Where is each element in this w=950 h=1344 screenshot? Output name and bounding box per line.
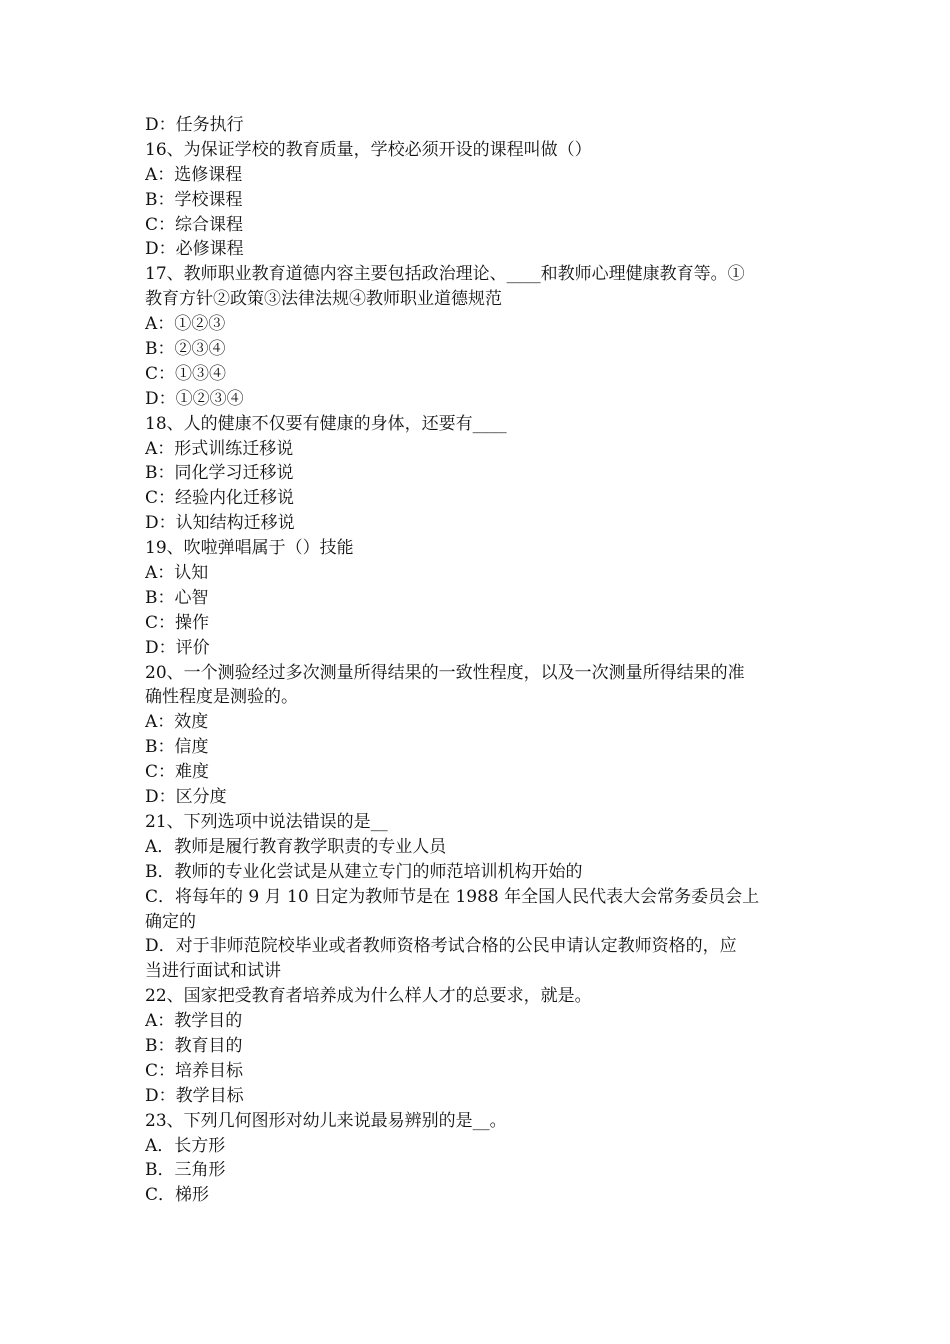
text-line: 22、国家把受教育者培养成为什么样人才的总要求，就是。 <box>145 986 592 1007</box>
text-line: A：形式训练迁移说 <box>145 438 294 459</box>
text-line: 当进行面试和试讲 <box>145 961 281 982</box>
text-line: 确性程度是测验的。 <box>145 687 298 708</box>
text-line: D：必修课程 <box>145 239 244 260</box>
text-line: D．对于非师范院校毕业或者教师资格考试合格的公民申请认定教师资格的，应 <box>145 936 737 957</box>
text-line: B：②③④ <box>145 339 226 360</box>
text-line: C．梯形 <box>145 1185 210 1206</box>
text-line: B：信度 <box>145 737 209 758</box>
text-line: C：①③④ <box>145 363 227 384</box>
text-line: A．教师是履行教育教学职责的专业人员 <box>145 836 447 857</box>
text-line: D：任务执行 <box>145 115 244 135</box>
text-line: D：评价 <box>145 637 210 658</box>
text-line: 19、吹啦弹唱属于（）技能 <box>145 538 354 559</box>
text-line: B．教师的专业化尝试是从建立专门的师范培训机构开始的 <box>145 861 583 882</box>
text-line: 21、下列选项中说法错误的是__ <box>145 811 388 832</box>
text-line: B：学校课程 <box>145 189 243 210</box>
text-line: A．长方形 <box>145 1135 226 1156</box>
text-line: 教育方针②政策③法律法规④教师职业道德规范 <box>145 289 502 310</box>
text-line: 确定的 <box>145 911 196 932</box>
text-line: D：认知结构迁移说 <box>145 513 295 534</box>
text-line: B．三角形 <box>145 1160 226 1181</box>
text-line: B：心智 <box>145 587 209 608</box>
text-line: A：①②③ <box>145 314 226 335</box>
text-line: D：教学目标 <box>145 1085 244 1106</box>
text-line: 20、一个测验经过多次测量所得结果的一致性程度，以及一次测量所得结果的准 <box>145 662 745 683</box>
text-line: 17、教师职业教育道德内容主要包括政治理论、____和教师心理健康教育等。① <box>145 264 745 285</box>
text-line: C．将每年的 9 月 10 日定为教师节是在 1988 年全国人民代表大会常务委员会上 <box>145 886 760 907</box>
text-line: 23、下列几何图形对幼儿来说最易辨别的是__。 <box>145 1110 507 1131</box>
text-line: D：①②③④ <box>145 388 244 409</box>
text-line: A：选修课程 <box>145 164 243 185</box>
document-text <box>145 113 813 1208</box>
text-line: C：操作 <box>145 612 210 633</box>
text-line: C：培养目标 <box>145 1060 244 1081</box>
text-line: D：区分度 <box>145 787 227 808</box>
text-line: A：教学目的 <box>145 1011 243 1032</box>
text-line: C：综合课程 <box>145 214 244 235</box>
text-line: A：认知 <box>145 563 209 584</box>
text-line: 16、为保证学校的教育质量，学校必须开设的课程叫做（） <box>145 139 592 160</box>
text-line: A：效度 <box>145 712 209 733</box>
text-line: B：同化学习迁移说 <box>145 463 294 484</box>
text-line: 18、人的健康不仅要有健康的身体，还要有____ <box>145 413 507 434</box>
text-line: C：难度 <box>145 762 210 783</box>
text-line: B：教育目的 <box>145 1035 243 1056</box>
text-line: C：经验内化迁移说 <box>145 488 295 509</box>
